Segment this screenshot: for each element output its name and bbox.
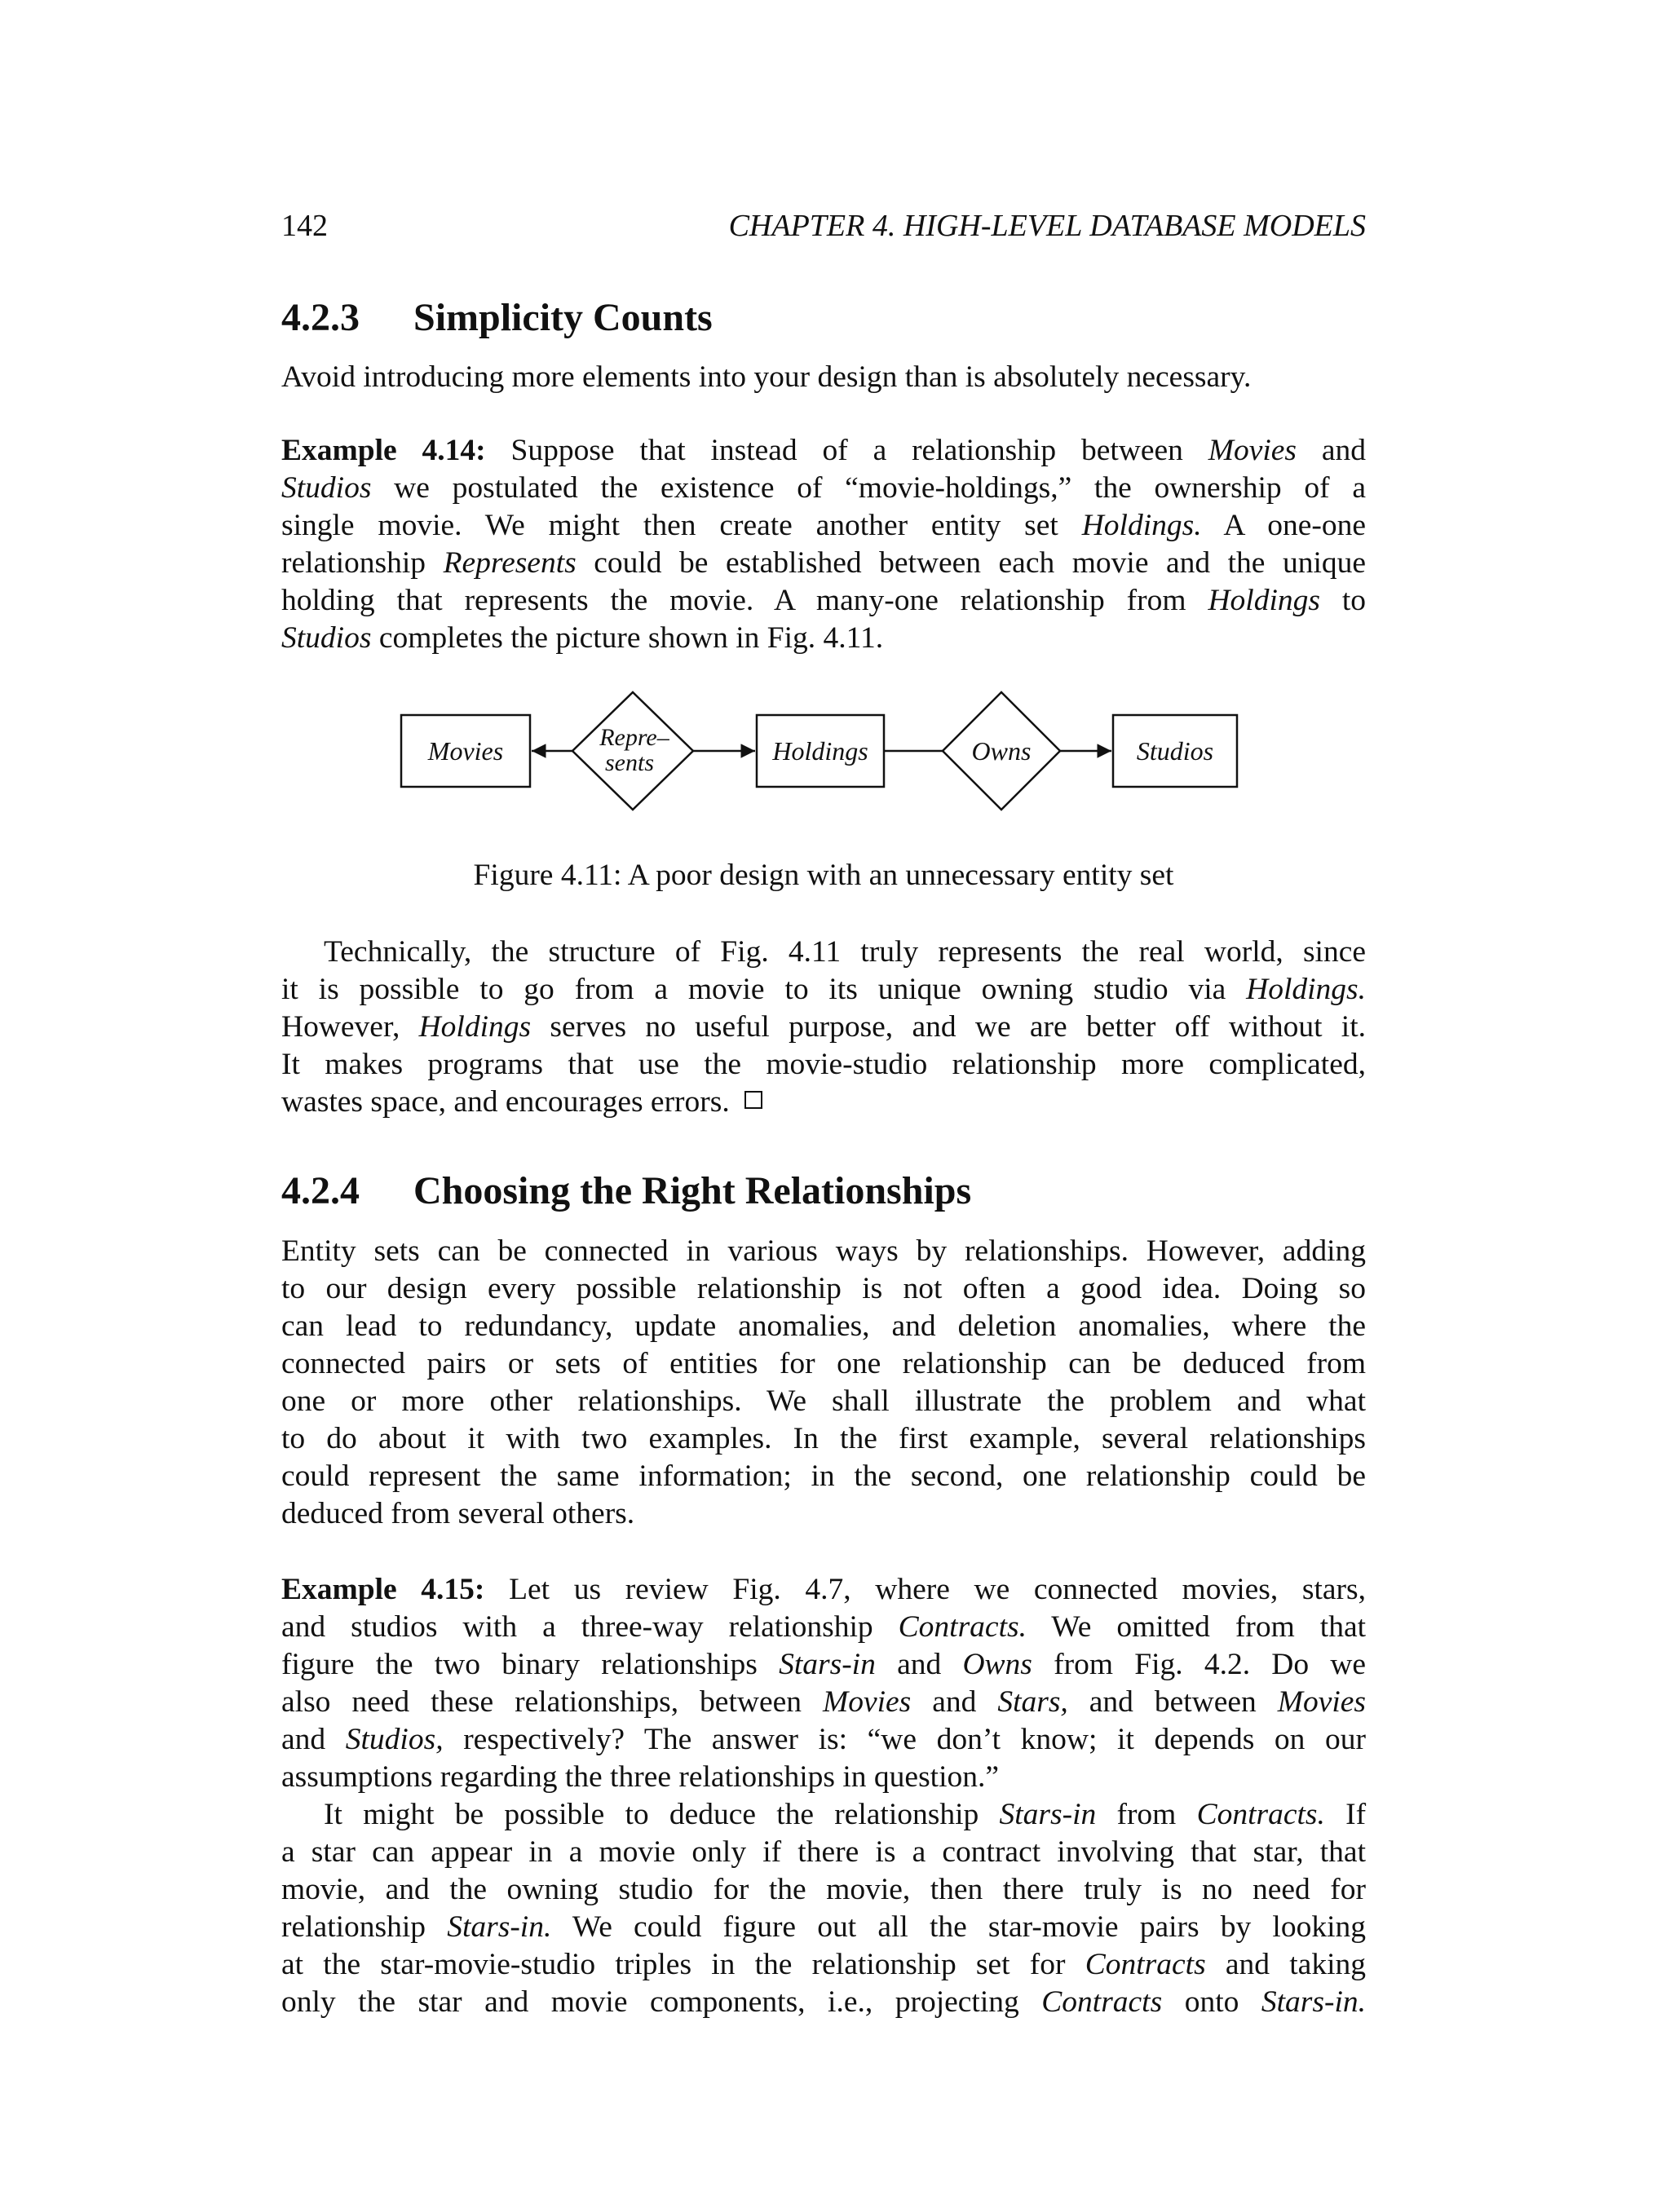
text-line xyxy=(281,1609,1366,1646)
example-4-14-paragraph xyxy=(281,432,1366,657)
section-number: 4.2.4 xyxy=(281,1169,360,1212)
relationship-name: Owns xyxy=(962,1648,1032,1681)
text-line xyxy=(281,971,1366,1009)
text-span: If xyxy=(1345,1798,1367,1831)
text-span: completes the picture shown in Fig. 4.11. xyxy=(378,621,884,655)
section-intro-paragraph xyxy=(281,359,1366,396)
relationship-name: Represents xyxy=(443,546,577,580)
section-heading-4-2-4 xyxy=(281,1168,971,1213)
text-span: We omitted from that xyxy=(1051,1610,1367,1644)
text-line xyxy=(281,470,1366,507)
text-span: We could figure out all the star-movie pairs by looking xyxy=(572,1910,1367,1944)
text-line xyxy=(281,432,1366,470)
relationship-name: Contracts. xyxy=(1196,1798,1325,1831)
entity-label-movies: Movies xyxy=(427,736,504,766)
example-label: Example 4.14: xyxy=(281,434,486,467)
text-line: Entity sets can be connected in various ways by relationships. However, adding xyxy=(281,1234,1366,1268)
text-line xyxy=(281,1796,1366,1834)
text-line: to do about it with two examples. In the first example, several relationships xyxy=(281,1422,1366,1455)
text-line xyxy=(281,1721,1366,1759)
text-line xyxy=(281,1984,1366,2021)
entity-label-holdings: Holdings xyxy=(772,736,868,766)
text-span: to xyxy=(1341,584,1366,617)
text-span: at the star-movie-studio triples in the relationship set for xyxy=(281,1948,1066,1981)
relationship-name: Stars-in. xyxy=(1261,1985,1367,2019)
text-line xyxy=(281,1571,1366,1609)
text-span: and xyxy=(1321,434,1367,467)
entity-name: Movies xyxy=(1277,1685,1367,1719)
text-span: and xyxy=(932,1685,977,1719)
technically-paragraph xyxy=(281,934,1366,1121)
text-span: Let us review Fig. 4.7, where we connected movies, stars, xyxy=(509,1573,1367,1606)
text-line: a star can appear in a movie only if there is a contract involving that star, that xyxy=(281,1835,1366,1869)
entity-name: Holdings. xyxy=(1246,973,1366,1006)
text-line: movie, and the owning studio for the movie, then there truly is no need for xyxy=(281,1873,1366,1906)
text-line: deduced from several others. xyxy=(281,1497,635,1530)
entity-name: Movies xyxy=(1208,434,1297,467)
relationship-label-represents-1: Repre– xyxy=(599,724,669,751)
section-title: Choosing the Right Relationships xyxy=(413,1169,972,1212)
text-line xyxy=(281,545,1366,582)
entity-name: Holdings. xyxy=(1081,509,1202,542)
text-span: relationship xyxy=(281,546,426,580)
section-title: Simplicity Counts xyxy=(413,296,713,339)
text-line xyxy=(281,1684,1366,1721)
relationship-name: Contracts. xyxy=(898,1610,1027,1644)
entity-name: Movies xyxy=(822,1685,912,1719)
chapter-title: CHAPTER 4. HIGH-LEVEL DATABASE MODELS xyxy=(728,209,1366,243)
entity-name: Stars, xyxy=(997,1685,1068,1719)
relationship-name: Stars-in xyxy=(999,1798,1097,1831)
text-span: from xyxy=(1116,1798,1177,1831)
section-4-2-4-paragraph xyxy=(281,1233,1366,1533)
text-line: Technically, the structure of Fig. 4.11 truly represents the real world, since xyxy=(324,935,1366,969)
text-span: figure the two binary relationships xyxy=(281,1648,758,1681)
figure-4-11-er-diagram xyxy=(391,689,1256,836)
entity-name: Holdings xyxy=(1208,584,1320,617)
text-line: It makes programs that use the movie-studio relationship more complicated, xyxy=(281,1048,1366,1081)
text-span: However, xyxy=(281,1010,400,1044)
text-span: single movie. We might then create another entity set xyxy=(281,509,1058,542)
relationship-name: Stars-in xyxy=(779,1648,876,1681)
text-line: can lead to redundancy, update anomalies, and deletion anomalies, where the xyxy=(281,1309,1366,1343)
text-span: it is possible to go from a movie to its unique owning studio via xyxy=(281,973,1226,1006)
er-diagram-svg xyxy=(391,689,1256,836)
entity-name: Holdings xyxy=(418,1010,532,1044)
relationship-name: Contracts xyxy=(1085,1948,1206,1981)
text-line: connected pairs or sets of entities for one relationship can be deduced from xyxy=(281,1347,1366,1380)
text-line: could represent the same information; in the second, one relationship could be xyxy=(281,1459,1366,1493)
page-number: 142 xyxy=(281,209,328,243)
relationship-label-represents-2: sents xyxy=(605,749,654,776)
text-span: It might be possible to deduce the relationship xyxy=(324,1798,979,1831)
relationship-name: Contracts xyxy=(1041,1985,1163,2019)
text-line xyxy=(281,1009,1366,1046)
text-line: Avoid introducing more elements into your design than is absolutely necessary. xyxy=(281,360,1252,394)
text-line xyxy=(281,620,1366,657)
end-of-proof-square-icon xyxy=(744,1091,762,1109)
figure-caption: Figure 4.11: A poor design with an unnecessary entity set xyxy=(473,859,1174,892)
text-line: one or more other relationships. We shall illustrate the problem and what xyxy=(281,1384,1366,1418)
entity-label-studios: Studios xyxy=(1136,736,1214,766)
text-span: holding that represents the movie. A many-one relationship from xyxy=(281,584,1186,617)
text-span: and xyxy=(897,1648,942,1681)
text-span: relationship xyxy=(281,1910,426,1944)
text-line xyxy=(281,582,1366,620)
deduce-paragraph xyxy=(281,1796,1366,2021)
text-span: respectively? The answer is: “we don’t know; it depends on our xyxy=(463,1723,1367,1756)
text-span: we postulated the existence of “movie-holdings,” the ownership of a xyxy=(394,471,1366,505)
text-line xyxy=(281,1646,1366,1684)
entity-name: Studios xyxy=(281,471,372,505)
text-span: onto xyxy=(1184,1985,1239,2019)
text-span: wastes space, and encourages errors. xyxy=(281,1085,730,1119)
text-span: from Fig. 4.2. Do we xyxy=(1054,1648,1367,1681)
text-line xyxy=(281,1946,1366,1984)
entity-name: Studios xyxy=(281,621,372,655)
text-span: and studios with a three-way relationship xyxy=(281,1610,873,1644)
section-heading-4-2-3 xyxy=(281,295,713,340)
text-span: only the star and movie components, i.e., projecting xyxy=(281,1985,1019,2019)
text-span: and taking xyxy=(1225,1948,1366,1981)
example-4-15-paragraph xyxy=(281,1571,1366,1796)
text-span: Suppose that instead of a relationship between xyxy=(510,434,1183,467)
text-span: also need these relationships, between xyxy=(281,1685,802,1719)
text-span: could be established between each movie and the unique xyxy=(594,546,1367,580)
text-span: and xyxy=(281,1723,326,1756)
text-span: A one-one xyxy=(1223,509,1366,542)
text-line: assumptions regarding the three relationships in question.” xyxy=(281,1760,1000,1794)
text-line xyxy=(281,507,1366,545)
text-line: to our design every possible relationship is not often a good idea. Doing so xyxy=(281,1272,1366,1305)
text-span: and between xyxy=(1089,1685,1257,1719)
text-line xyxy=(281,1084,1366,1121)
text-span: serves no useful purpose, and we are better off without it. xyxy=(550,1010,1366,1044)
relationship-name: Stars-in. xyxy=(447,1910,552,1944)
entity-name: Studios, xyxy=(345,1723,444,1756)
section-number: 4.2.3 xyxy=(281,296,360,339)
example-label: Example 4.15: xyxy=(281,1573,485,1606)
text-line xyxy=(281,1909,1366,1946)
relationship-label-owns: Owns xyxy=(971,736,1032,766)
